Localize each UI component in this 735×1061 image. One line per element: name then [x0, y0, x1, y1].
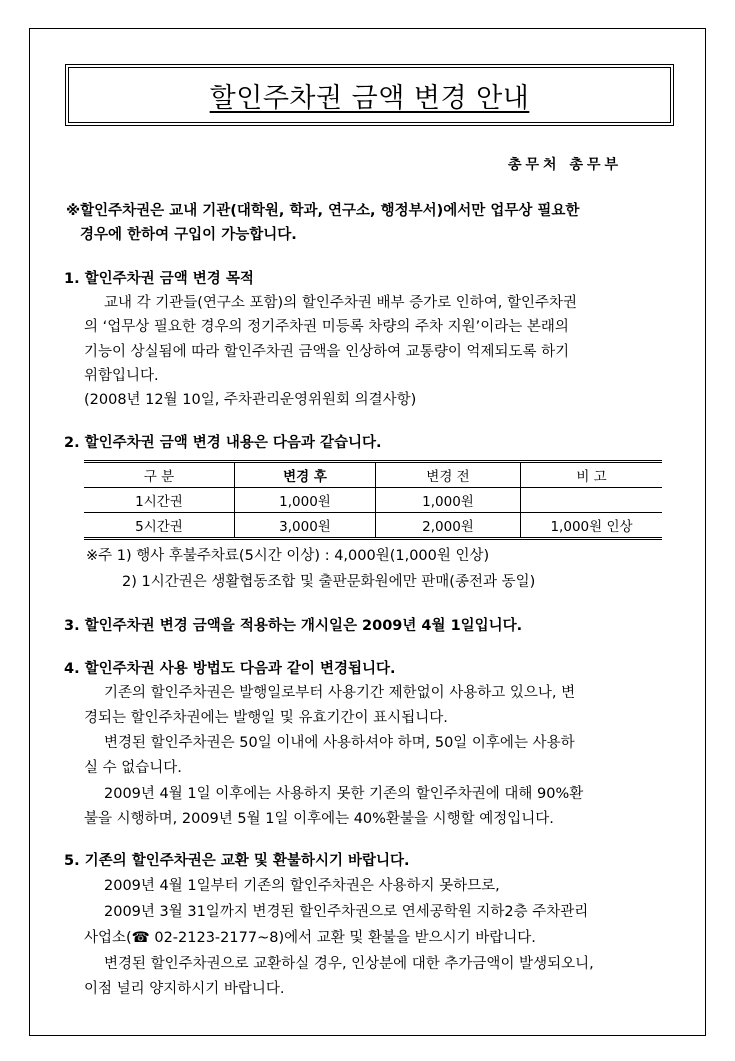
- table-header-cell: 변경 전: [376, 462, 521, 488]
- notice-line-1: ※할인주차권은 교내 기관(대학원, 학과, 연구소, 행정부서)에서만 업무상 필요한: [66, 203, 580, 219]
- table-header-cell: 구 분: [84, 462, 235, 488]
- table-row: [84, 513, 662, 539]
- table-header-cell: 비 고: [521, 462, 663, 488]
- section-4-line: 불을 시행하며, 2009년 5월 1일 이후에는 40%환불을 시행할 예정입니다.: [84, 811, 554, 827]
- table-cell: 1,000원: [376, 488, 521, 513]
- notice-line-2: 경우에 한하여 구입이 가능합니다.: [80, 227, 297, 243]
- table-header-cell: 변경 후: [235, 462, 376, 488]
- section-5-heading: 5. 기존의 할인주차권은 교환 및 환불하시기 바랍니다.: [64, 853, 410, 869]
- section-4-heading: 4. 할인주차권 사용 방법도 다음과 같이 변경됩니다.: [64, 661, 396, 677]
- section-2-heading: 2. 할인주차권 금액 변경 내용은 다음과 같습니다.: [64, 435, 382, 451]
- table-cell: 3,000원: [235, 513, 376, 539]
- table-header-row: [84, 462, 662, 488]
- section-5-line: 이점 널리 양지하시기 바랍니다.: [84, 981, 285, 997]
- table-note-2: 2) 1시간권은 생활협동조합 및 출판문화원에만 판매(종전과 동일): [122, 574, 536, 590]
- table-cell: 2,000원: [376, 513, 521, 539]
- section-4-line: 경되는 할인주차권에는 발행일 및 유효기간이 표시됩니다.: [84, 710, 448, 726]
- table-cell: 1시간권: [84, 488, 235, 513]
- section-4-line: 기존의 할인주차권은 발행일로부터 사용기간 제한없이 사용하고 있으나, 변: [104, 685, 576, 701]
- section-1-line: 교내 각 기관들(연구소 포함)의 할인주차권 배부 증가로 인하여, 할인주차권: [104, 295, 578, 311]
- section-1-note: (2008년 12월 10일, 주차관리운영위원회 의결사항): [84, 392, 417, 408]
- section-5-line: 2009년 4월 1일부터 기존의 할인주차권은 사용하지 못하므로,: [104, 878, 500, 894]
- section-1-heading: 1. 할인주차권 금액 변경 목적: [64, 271, 254, 287]
- table-cell: 5시간권: [84, 513, 235, 539]
- section-5-line: 2009년 3월 31일까지 변경된 할인주차권으로 연세공학원 지하2층 주차관리: [104, 904, 589, 920]
- table-cell: 1,000원: [235, 488, 376, 513]
- table-cell: [521, 488, 663, 513]
- fee-table: [84, 460, 662, 540]
- section-5-line: 변경된 할인주차권으로 교환하실 경우, 인상분에 대한 추가금액이 발생되오니,: [104, 956, 594, 972]
- section-4-line: 2009년 4월 1일 이후에는 사용하지 못한 기존의 할인주차권에 대해 90%환: [104, 786, 584, 802]
- department: 총무처 총무부: [508, 157, 623, 173]
- section-1-line: 위함입니다.: [84, 368, 159, 384]
- section-5-line: 사업소(☎ 02-2123-2177~8)에서 교환 및 환불을 받으시기 바랍니다.: [84, 930, 536, 946]
- title-box: [65, 64, 674, 126]
- table-row: [84, 488, 662, 513]
- section-1-line: 의 ‘업무상 필요한 경우의 정기주차권 미등록 차량의 주차 지원’이라는 본래의: [84, 319, 569, 335]
- page-title: 할인주차권 금액 변경 안내: [209, 82, 530, 114]
- table-cell: 1,000원 인상: [521, 513, 663, 539]
- section-1-line: 기능이 상실됨에 따라 할인주차권 금액을 인상하여 교통량이 억제되도록 하기: [84, 344, 570, 360]
- section-3-heading: 3. 할인주차권 변경 금액을 적용하는 개시일은 2009년 4월 1일입니다.: [64, 618, 523, 634]
- table-note-1: ※주 1) 행사 후불주차료(5시간 이상) : 4,000원(1,000원 인상): [86, 548, 490, 564]
- section-4-line: 변경된 할인주차권은 50일 이내에 사용하셔야 하며, 50일 이후에는 사용하: [104, 735, 575, 751]
- section-4-line: 실 수 없습니다.: [84, 760, 182, 776]
